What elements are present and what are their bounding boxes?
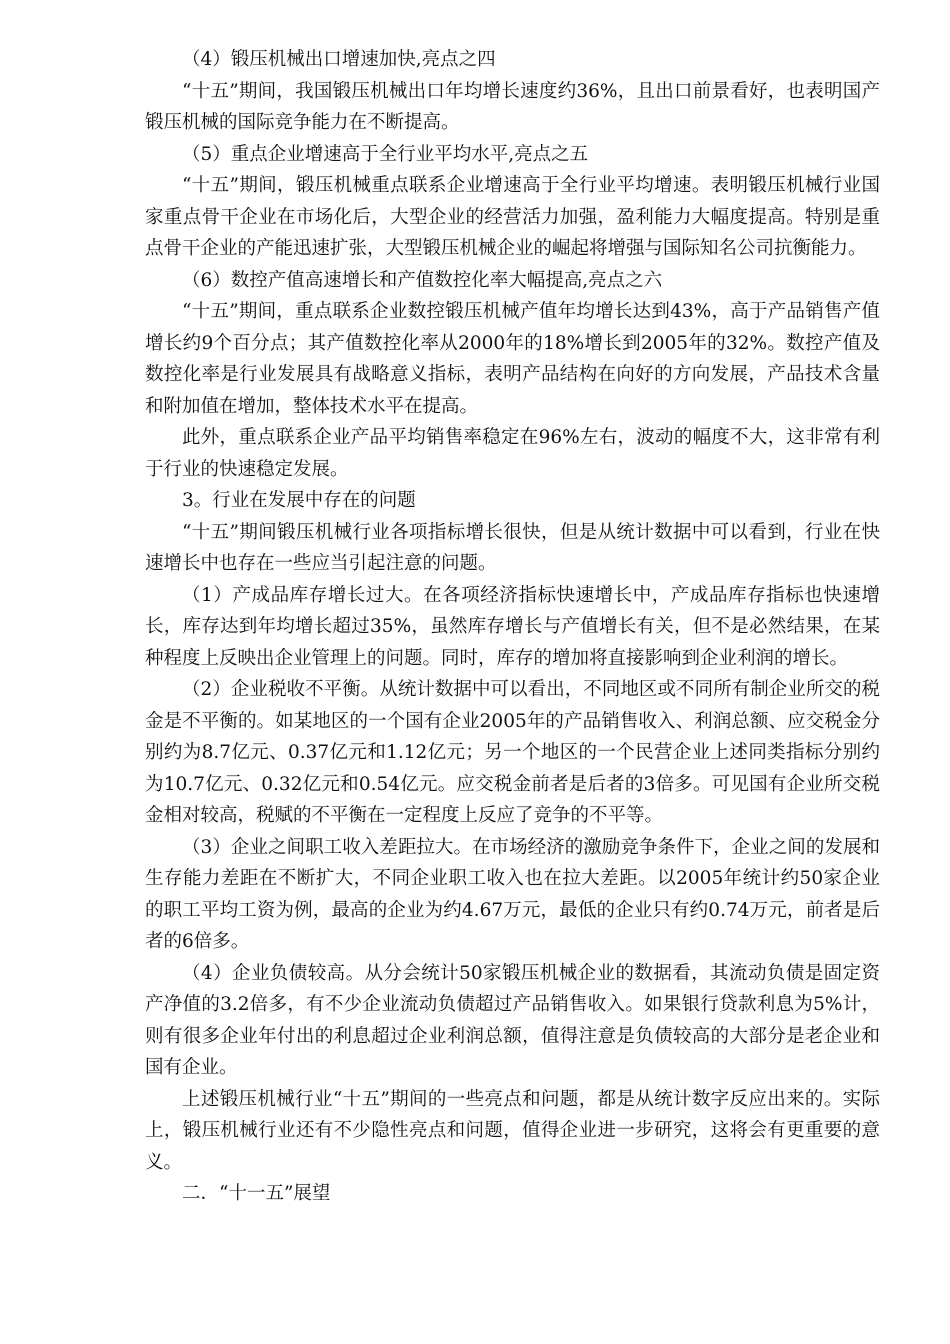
paragraph-sales-rate: 此外，重点联系企业产品平均销售率稳定在96%左右，波动的幅度不大，这非常有利于行业的快速稳定发展。 xyxy=(145,427,880,480)
paragraph-tax-imbalance: （2）企业税收不平衡。从统计数据中可以看出，不同地区或不同所有制企业所交的税金是不平衡的。如某地区的一个国有企业2005年的产品销售收入、利润总额、应交税金分别约为8.7亿元、0.37亿元和1.12亿元；另一个地区的一个民营企业上述同类指标分别约为10.7亿元、0.32亿元和0.54亿元。应交税金前者是后者的3倍多。可见国有企业所交税金相对较高，税赋的不平衡在一定程度上反应了竞争的不平等。 xyxy=(145,679,880,826)
paragraph-cnc-output: “十五”期间，重点联系企业数控锻压机械产值年均增长达到43%，高于产品销售产值增长约9个百分点；其产值数控化率从2000年的18%增长到2005年的32%。数控产值及数控化率是行业发展具有战略意义指标，表明产品结构在向好的方向发展，产品技术含量和附加值在增加，整体技术水平在提高。 xyxy=(145,301,880,417)
subheading-cnc-output: （6）数控产值高速增长和产值数控化率大幅提高,亮点之六 xyxy=(182,269,663,291)
paragraph-debt: （4）企业负债较高。从分会统计50家锻压机械企业的数据看，其流动负债是固定资产净值的3.2倍多，有不少企业流动负债超过产品销售收入。如果银行贷款利息为5%计，则有很多企业年付出的利息超过企业利润总额，值得注意是负债较高的大部分是老企业和国有企业。 xyxy=(145,962,880,1078)
section-heading-outlook: 二．“十一五”展望 xyxy=(182,1183,331,1204)
paragraph-problems-intro: “十五”期间锻压机械行业各项指标增长很快，但是从统计数据中可以看到，行业在快速增长中也存在一些应当引起注意的问题。 xyxy=(145,521,880,574)
paragraph-income-gap: （3）企业之间职工收入差距拉大。在市场经济的激励竞争条件下，企业之间的发展和生存能力差距在不断扩大，不同企业职工收入也在拉大差距。以2005年统计约50家企业的职工平均工资为例，最高的企业为约4.67万元，最低的企业只有约0.74万元，前者是后者的6倍多。 xyxy=(145,836,880,952)
paragraph-export-growth: “十五”期间，我国锻压机械出口年均增长速度约36%，且出口前景看好，也表明国产锻压机械的国际竞争能力在不断提高。 xyxy=(145,80,880,133)
paragraph-key-enterprises: “十五”期间，锻压机械重点联系企业增速高于全行业平均增速。表明锻压机械行业国家重点骨干企业在市场化后，大型企业的经营活力加强，盈利能力大幅度提高。特别是重点骨干企业的产能迅速扩张，大型锻压机械企业的崛起将增强与国际知名公司抗衡能力。 xyxy=(145,175,880,259)
subheading-key-enterprises: （5）重点企业增速高于全行业平均水平,亮点之五 xyxy=(182,143,589,165)
paragraph-inventory: （1）产成品库存增长过大。在各项经济指标快速增长中，产成品库存指标也快速增长，库存达到年均增长超过35%，虽然库存增长与产值增长有关，但不是必然结果，在某种程度上反映出企业管理上的问题。同时，库存的增加将直接影响到企业利润的增长。 xyxy=(145,584,880,669)
document-body xyxy=(145,44,880,1210)
subheading-export-growth: （4）锻压机械出口增速加快,亮点之四 xyxy=(182,49,496,70)
paragraph-summary: 上述锻压机械行业“十五”期间的一些亮点和问题，都是从统计数字反应出来的。实际上，锻压机械行业还有不少隐性亮点和问题，值得企业进一步研究，这将会有更重要的意义。 xyxy=(145,1088,880,1173)
section-heading-problems: 3。行业在发展中存在的问题 xyxy=(182,490,416,511)
